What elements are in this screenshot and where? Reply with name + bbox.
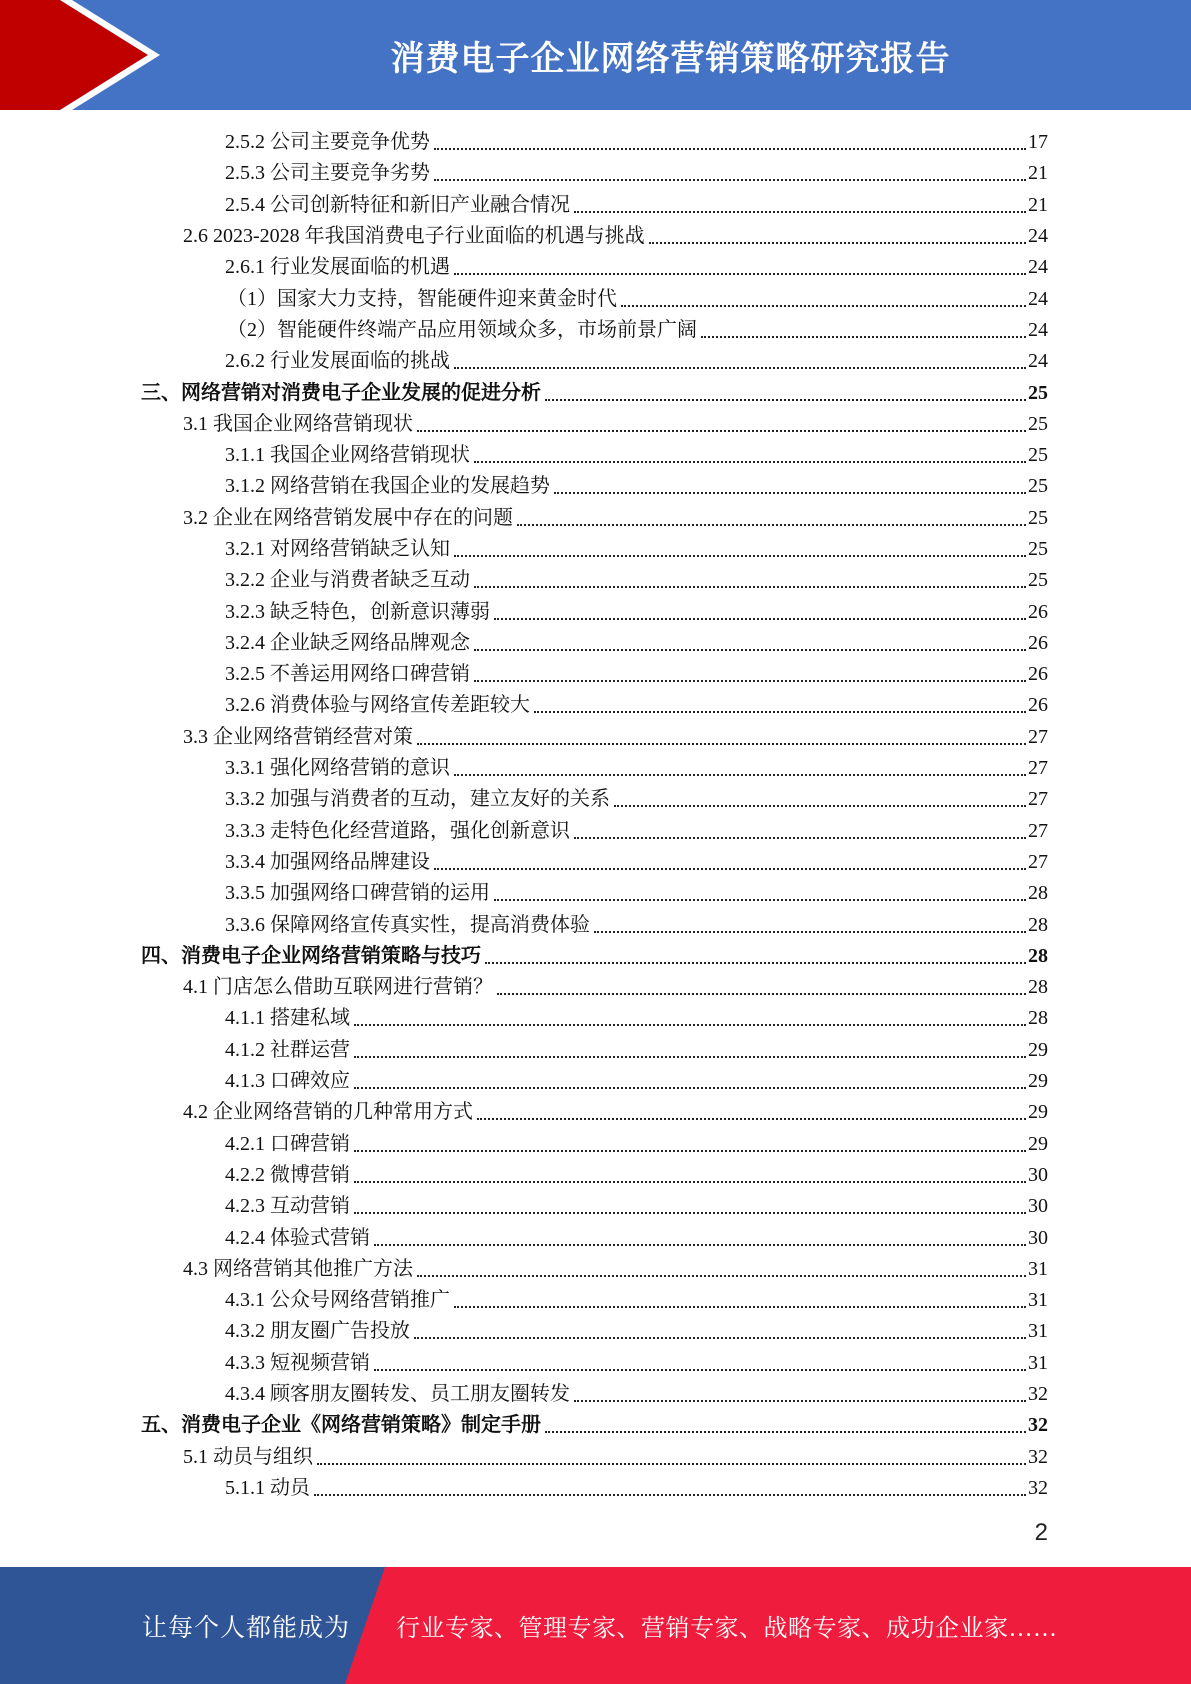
toc-entry-label: 4.3.3 短视频营销	[225, 1351, 370, 1374]
toc-entry-label: 3.3.4 加强网络品牌建设	[225, 850, 430, 873]
toc-leader-dots	[354, 1180, 1026, 1183]
toc-entry-label: 4.1.3 口碑效应	[225, 1070, 350, 1093]
toc-entry-page: 32	[1028, 1476, 1048, 1499]
toc-entry-label: 3.2.2 企业与消费者缺乏互动	[225, 569, 470, 592]
toc-entry-page: 25	[1028, 569, 1048, 592]
toc-entry-label: 四、消费电子企业网络营销策略与技巧	[141, 944, 481, 967]
toc-leader-dots	[454, 554, 1026, 557]
toc-leader-dots	[434, 178, 1026, 181]
toc-entry-label: 4.1 门店怎么借助互联网进行营销？	[183, 976, 493, 999]
toc-leader-dots	[545, 398, 1026, 401]
toc-entry-page: 28	[1028, 976, 1048, 999]
toc-entry[interactable]	[0, 315, 1191, 346]
toc-entry-label: 2.5.2 公司主要竞争优势	[225, 131, 430, 154]
toc-entry-label: 3.3 企业网络营销经营对策	[183, 725, 413, 748]
toc-leader-dots	[477, 1117, 1026, 1120]
toc-leader-dots	[354, 1149, 1026, 1152]
toc-entry-label: （1）国家大力支持，智能硬件迎来黄金时代	[227, 287, 617, 310]
toc-entry-page: 29	[1028, 1070, 1048, 1093]
toc-leader-dots	[614, 804, 1026, 807]
toc-leader-dots	[574, 1399, 1026, 1402]
toc-entry-label: 2.5.4 公司创新特征和新旧产业融合情况	[225, 193, 570, 216]
toc-entry-page: 21	[1028, 162, 1048, 185]
toc-entry-label: 2.6.2 行业发展面临的挑战	[225, 350, 450, 373]
toc-entry-label: 三、网络营销对消费电子企业发展的促进分析	[141, 381, 541, 404]
toc-entry-page: 26	[1028, 663, 1048, 686]
toc-entry-page: 21	[1028, 193, 1048, 216]
toc-entry-page: 31	[1028, 1289, 1048, 1312]
toc-entry-label: 3.3.5 加强网络口碑营销的运用	[225, 882, 490, 905]
toc-entry[interactable]	[0, 1003, 1191, 1034]
toc-entry-page: 25	[1028, 538, 1048, 560]
toc-entry[interactable]	[0, 1129, 1191, 1160]
toc-entry[interactable]	[0, 690, 1191, 721]
toc-entry[interactable]	[0, 1348, 1191, 1379]
toc-entry[interactable]	[0, 440, 1191, 471]
toc-leader-dots	[494, 617, 1026, 620]
toc-entry-page: 24	[1028, 350, 1048, 373]
toc-entry-page: 30	[1028, 1195, 1048, 1218]
toc-leader-dots	[454, 1305, 1026, 1308]
toc-entry-page: 32	[1028, 1414, 1048, 1437]
toc-entry[interactable]	[0, 816, 1191, 847]
toc-entry[interactable]	[0, 659, 1191, 690]
toc-leader-dots	[374, 1368, 1026, 1371]
toc-leader-dots	[554, 491, 1026, 494]
toc-entry-label: 4.2 企业网络营销的几种常用方式	[183, 1101, 473, 1124]
toc-leader-dots	[414, 1336, 1026, 1339]
toc-entry-page: 28	[1028, 1007, 1048, 1030]
footer-banner	[0, 1567, 1191, 1684]
toc-entry-page: 27	[1028, 757, 1048, 780]
toc-entry-label: 2.6.1 行业发展面临的机遇	[225, 256, 450, 279]
toc-entry-label: 3.2.1 对网络营销缺乏认知	[225, 538, 450, 560]
toc-entry-page: 27	[1028, 850, 1048, 873]
toc-entry[interactable]	[0, 1160, 1191, 1191]
toc-leader-dots	[354, 1211, 1026, 1214]
toc-entry[interactable]	[0, 784, 1191, 815]
footer-slogan-right: 行业专家、管理专家、营销专家、战略专家、成功企业家……	[396, 1616, 1058, 1642]
toc-leader-dots	[417, 742, 1026, 745]
toc-leader-dots	[374, 1243, 1026, 1246]
toc-entry[interactable]	[0, 878, 1191, 909]
toc-entry[interactable]	[0, 847, 1191, 878]
toc-entry-page: 30	[1028, 1226, 1048, 1249]
toc-leader-dots	[317, 1462, 1026, 1465]
toc-entry[interactable]	[0, 409, 1191, 440]
toc-entry[interactable]	[0, 1097, 1191, 1128]
toc-entry-label: 五、消费电子企业《网络营销策略》制定手册	[141, 1414, 541, 1437]
toc-entry-label: 3.2.6 消费体验与网络宣传差距较大	[225, 694, 530, 717]
toc-entry-label: 3.3.3 走特色化经营道路，强化创新意识	[225, 819, 570, 842]
toc-entry[interactable]	[0, 972, 1191, 1003]
toc-entry-label: （2）智能硬件终端产品应用领域众多，市场前景广阔	[227, 318, 697, 341]
toc-entry[interactable]	[0, 377, 1191, 408]
toc-entry[interactable]	[0, 221, 1191, 252]
toc-entry-label: 3.2.4 企业缺乏网络品牌观念	[225, 631, 470, 654]
toc-leader-dots	[474, 679, 1026, 682]
toc-entry-label: 4.2.3 互动营销	[225, 1195, 350, 1218]
toc-entry-page: 28	[1028, 913, 1048, 936]
toc-entry-label: 4.3 网络营销其他推广方法	[183, 1257, 413, 1280]
toc-leader-dots	[474, 460, 1026, 463]
toc-entry-label: 3.1.1 我国企业网络营销现状	[225, 444, 470, 467]
document-title: 消费电子企业网络营销策略研究报告	[390, 38, 951, 79]
toc-entry-page: 26	[1028, 600, 1048, 623]
toc-leader-dots	[417, 429, 1026, 432]
toc-entry[interactable]	[0, 1222, 1191, 1253]
toc-entry-label: 4.2.4 体验式营销	[225, 1226, 370, 1249]
toc-entry-label: 3.2 企业在网络营销发展中存在的问题	[183, 506, 513, 529]
toc-entry-label: 4.3.1 公众号网络营销推广	[225, 1289, 450, 1312]
toc-leader-dots	[354, 1055, 1026, 1058]
toc-entry-page: 24	[1028, 256, 1048, 279]
toc-entry[interactable]	[0, 534, 1191, 565]
toc-entry[interactable]	[0, 565, 1191, 596]
toc-entry-label: 3.3.1 强化网络营销的意识	[225, 757, 450, 780]
toc-entry[interactable]	[0, 503, 1191, 534]
toc-entry[interactable]	[0, 1410, 1191, 1441]
toc-entry-label: 3.3.2 加强与消费者的互动，建立友好的关系	[225, 788, 610, 811]
toc-leader-dots	[354, 1086, 1026, 1089]
toc-entry[interactable]	[0, 190, 1191, 221]
toc-entry-label: 4.1.1 搭建私域	[225, 1007, 350, 1030]
toc-entry[interactable]	[0, 346, 1191, 377]
toc-entry[interactable]	[0, 1316, 1191, 1347]
toc-leader-dots	[474, 585, 1026, 588]
page-number: 2	[1034, 1519, 1048, 1546]
toc-entry-label: 3.1.2 网络营销在我国企业的发展趋势	[225, 475, 550, 498]
toc-entry-page: 29	[1028, 1132, 1048, 1155]
toc-leader-dots	[354, 1023, 1026, 1026]
toc-entry-page: 32	[1028, 1445, 1048, 1468]
toc-leader-dots	[621, 304, 1026, 307]
toc-leader-dots	[574, 836, 1026, 839]
toc-entry-page: 30	[1028, 1163, 1048, 1186]
toc-entry[interactable]	[0, 941, 1191, 972]
toc-entry-label: 3.1 我国企业网络营销现状	[183, 412, 413, 435]
toc-leader-dots	[534, 710, 1026, 713]
toc-entry-label: 4.3.2 朋友圈广告投放	[225, 1320, 410, 1343]
toc-entry-label: 5.1 动员与组织	[183, 1445, 313, 1468]
toc-entry-label: 4.1.2 社群运营	[225, 1038, 350, 1061]
toc-entry-label: 4.2.1 口碑营销	[225, 1132, 350, 1155]
toc-entry[interactable]	[0, 1066, 1191, 1097]
toc-entry-page: 27	[1028, 788, 1048, 811]
toc-entry-label: 2.5.3 公司主要竞争劣势	[225, 162, 430, 185]
toc-leader-dots	[485, 961, 1026, 964]
toc-leader-dots	[545, 1430, 1026, 1433]
toc-entry-page: 25	[1028, 475, 1048, 498]
table-of-contents	[0, 127, 1191, 1504]
toc-entry-page: 24	[1028, 287, 1048, 310]
toc-entry[interactable]	[0, 1379, 1191, 1410]
toc-entry[interactable]	[0, 1035, 1191, 1066]
toc-leader-dots	[517, 523, 1026, 526]
toc-leader-dots	[454, 366, 1026, 369]
toc-leader-dots	[594, 930, 1026, 933]
toc-leader-dots	[434, 147, 1026, 150]
toc-entry-label: 3.2.5 不善运用网络口碑营销	[225, 663, 470, 686]
toc-entry-page: 24	[1028, 225, 1048, 248]
toc-entry-label: 5.1.1 动员	[225, 1476, 310, 1499]
toc-entry[interactable]	[0, 127, 1191, 158]
toc-leader-dots	[574, 210, 1026, 213]
toc-entry-page: 27	[1028, 725, 1048, 748]
toc-entry[interactable]	[0, 628, 1191, 659]
toc-leader-dots	[649, 241, 1026, 244]
toc-entry-page: 25	[1028, 444, 1048, 467]
toc-leader-dots	[434, 867, 1026, 870]
toc-leader-dots	[494, 898, 1026, 901]
toc-entry[interactable]	[0, 1441, 1191, 1472]
toc-entry-label: 3.3.6 保障网络宣传真实性，提高消费体验	[225, 913, 590, 936]
toc-entry-page: 31	[1028, 1257, 1048, 1280]
toc-entry-page: 28	[1028, 882, 1048, 905]
toc-entry-page: 17	[1028, 131, 1048, 154]
toc-entry-page: 25	[1028, 381, 1048, 404]
toc-entry-page: 29	[1028, 1101, 1048, 1124]
toc-entry-page: 26	[1028, 631, 1048, 654]
toc-entry[interactable]	[0, 471, 1191, 502]
toc-entry[interactable]	[0, 596, 1191, 627]
toc-entry-label: 2.6 2023-2028 年我国消费电子行业面临的机遇与挑战	[183, 225, 645, 248]
toc-entry-page: 25	[1028, 506, 1048, 529]
toc-entry-label: 4.2.2 微博营销	[225, 1163, 350, 1186]
toc-leader-dots	[454, 773, 1026, 776]
toc-entry[interactable]	[0, 1285, 1191, 1316]
toc-leader-dots	[454, 272, 1026, 275]
toc-entry[interactable]	[0, 1473, 1191, 1504]
toc-entry[interactable]	[0, 283, 1191, 314]
toc-leader-dots	[701, 335, 1026, 338]
toc-entry-page: 28	[1028, 944, 1048, 967]
toc-entry[interactable]	[0, 252, 1191, 283]
toc-entry-page: 32	[1028, 1383, 1048, 1406]
toc-leader-dots	[314, 1493, 1026, 1496]
toc-entry-page: 24	[1028, 318, 1048, 341]
toc-leader-dots	[417, 1274, 1026, 1277]
toc-entry-page: 29	[1028, 1038, 1048, 1061]
toc-entry[interactable]	[0, 1254, 1191, 1285]
toc-entry[interactable]	[0, 1191, 1191, 1222]
toc-entry[interactable]	[0, 909, 1191, 940]
toc-entry[interactable]	[0, 753, 1191, 784]
header-banner	[0, 0, 1191, 110]
toc-leader-dots	[497, 992, 1026, 995]
toc-entry-page: 31	[1028, 1351, 1048, 1374]
toc-entry[interactable]	[0, 722, 1191, 753]
toc-entry[interactable]	[0, 158, 1191, 189]
toc-entry-label: 4.3.4 顾客朋友圈转发、员工朋友圈转发	[225, 1383, 570, 1406]
toc-entry-page: 26	[1028, 694, 1048, 717]
footer-slogan-left: 让每个人都能成为	[142, 1614, 351, 1642]
toc-entry-page: 25	[1028, 412, 1048, 435]
toc-entry-page: 31	[1028, 1320, 1048, 1343]
toc-leader-dots	[474, 648, 1026, 651]
toc-entry-label: 3.2.3 缺乏特色，创新意识薄弱	[225, 600, 490, 623]
toc-entry-page: 27	[1028, 819, 1048, 842]
